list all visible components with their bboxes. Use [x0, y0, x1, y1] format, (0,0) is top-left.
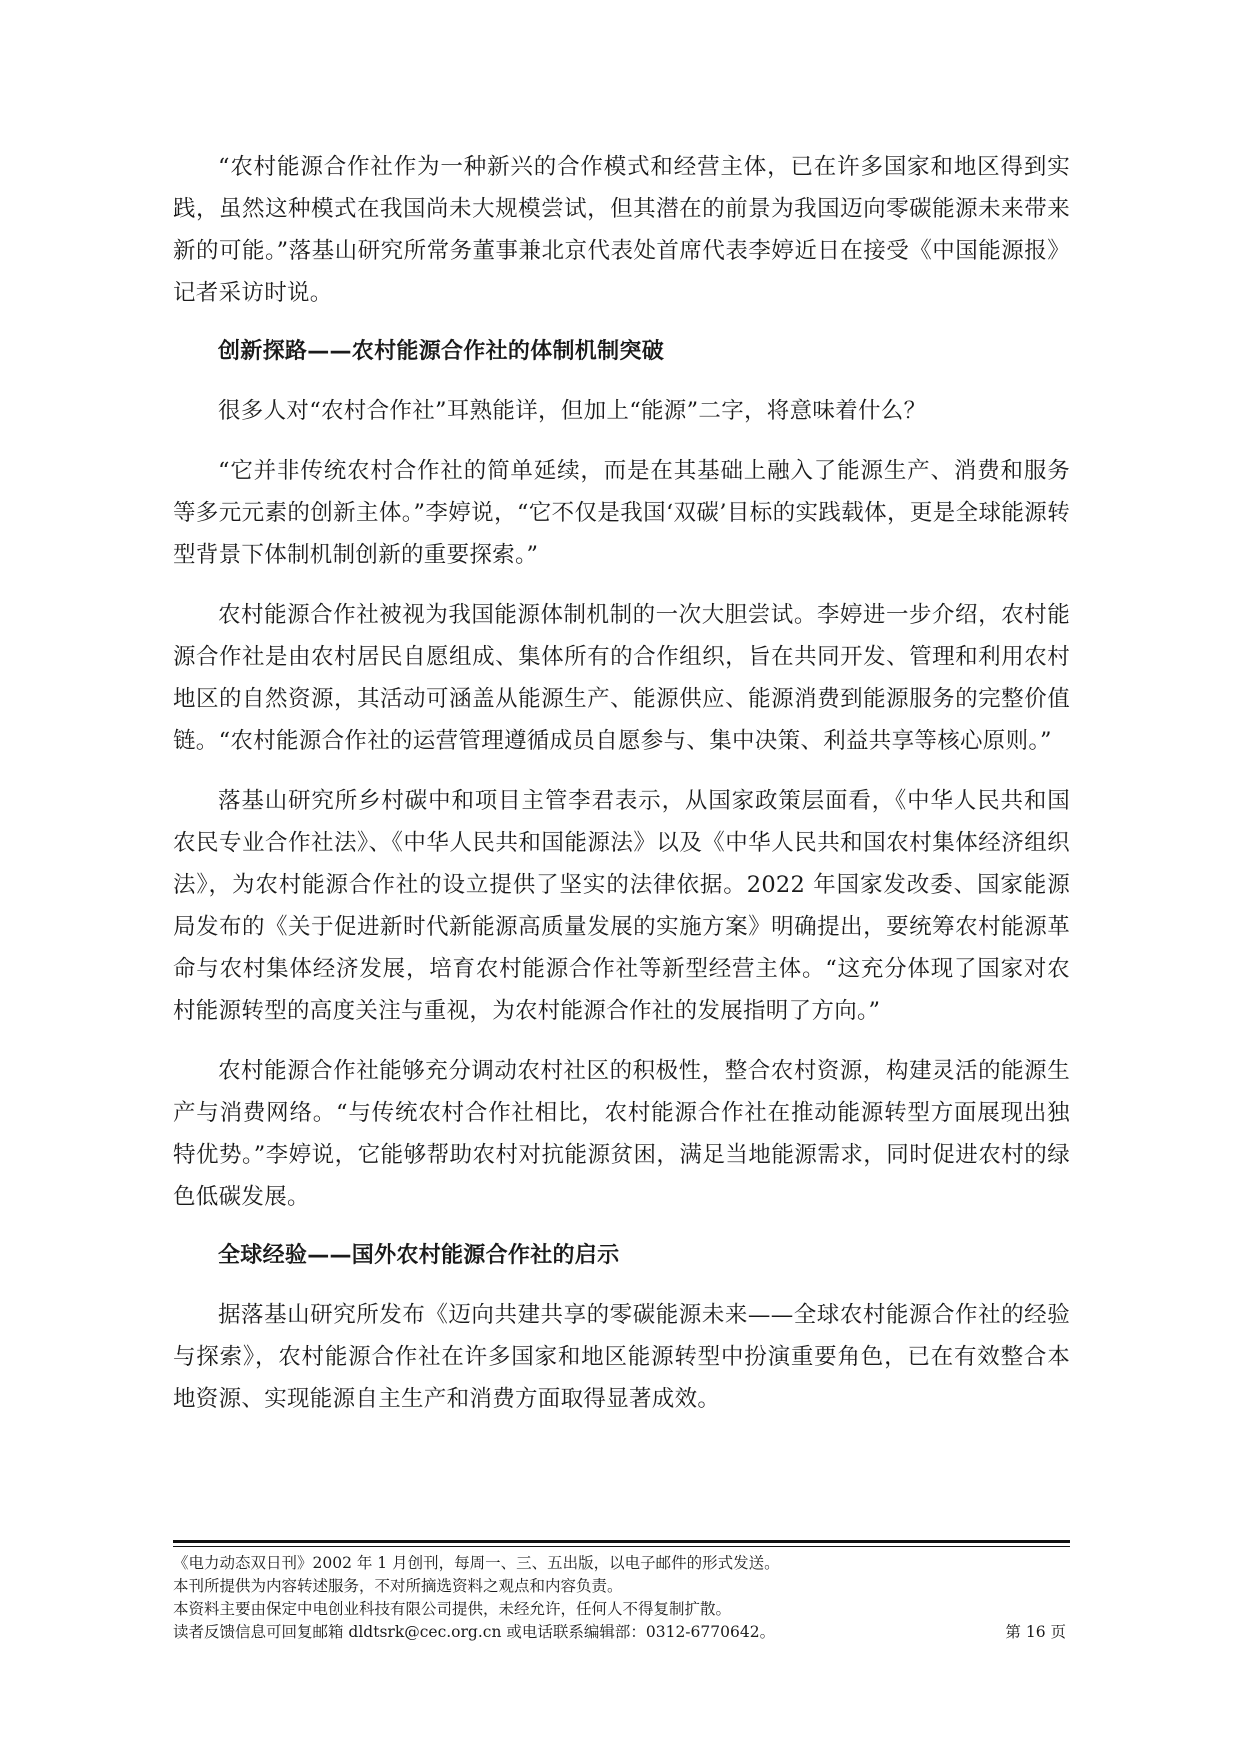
footer-divider-thin — [173, 1546, 1070, 1547]
paragraph-advantages: 农村能源合作社能够充分调动农村社区的积极性，整合农村资源，构建灵活的能源生产与消费网络。“与传统农村合作社相比，农村能源合作社在推动能源转型方面展现出独特优势。”李婷说，它能够帮助农村对抗能源贫困，满足当地能源需求，同时促进农村的绿色低碳发展。 — [173, 1058, 1070, 1210]
footer-divider-thick — [173, 1540, 1070, 1543]
paragraph-global-report: 据落基山研究所发布《迈向共建共享的零碳能源未来——全球农村能源合作社的经验与探索》，农村能源合作社在许多国家和地区能源转型中扮演重要角色，已在有效整合本地资源、实现能源自主生产和消费方面取得显著成效。 — [173, 1302, 1070, 1412]
footer-publication-info: 《电力动态双日刊》2002 年 1 月创刊，每周一、三、五出版，以电子邮件的形式发送。 — [173, 1554, 780, 1572]
page-number: 第 16 页 — [1005, 1623, 1066, 1641]
article-body — [173, 146, 1070, 1438]
section-heading-global-experience: 全球经验——国外农村能源合作社的启示 — [218, 1243, 620, 1268]
paragraph-policy-basis: 落基山研究所乡村碳中和项目主管李君表示，从国家政策层面看，《中华人民共和国农民专业合作社法》、《中华人民共和国能源法》以及《中华人民共和国农村集体经济组织法》，为农村能源合作社的设立提供了坚实的法律依据。2022 年国家发改委、国家能源局发布的《关于促进新时代新能源高质量发展的实施方案》明确提出，要统筹农村能源革命与农村集体经济发展，培育农村能源合作社等新型经营主体。“这充分体现了国家对农村能源转型的高度关注与重视，为农村能源合作社的发展指明了方向。” — [173, 788, 1070, 1024]
footer-contact-row — [173, 1621, 1070, 1644]
footer-copyright: 本资料主要由保定中电创业科技有限公司提供，未经允许，任何人不得复制扩散。 — [173, 1600, 732, 1618]
footer-disclaimer: 本刊所提供为内容转述服务，不对所摘选资料之观点和内容负责。 — [173, 1577, 623, 1595]
paragraph-cooperative-description: 农村能源合作社被视为我国能源体制机制的一次大胆尝试。李婷进一步介绍，农村能源合作社是由农村居民自愿组成、集体所有的合作组织，旨在共同开发、管理和利用农村地区的自然资源，其活动可涵盖从能源生产、能源供应、能源消费到能源服务的完整价值链。“农村能源合作社的运营管理遵循成员自愿参与、集中决策、利益共享等核心原则。” — [173, 602, 1070, 754]
paragraph-question: 很多人对“农村合作社”耳熟能详，但加上“能源”二字，将意味着什么？ — [218, 398, 927, 424]
page-footer — [173, 1552, 1070, 1644]
section-heading-innovation: 创新探路——农村能源合作社的体制机制突破 — [218, 339, 665, 364]
footer-contact-info: 读者反馈信息可回复邮箱 dldtsrk@cec.org.cn 或电话联系编辑部：0312-6770642。 — [173, 1623, 776, 1641]
paragraph-definition-quote: “它并非传统农村合作社的简单延续，而是在其基础上融入了能源生产、消费和服务等多元元素的创新主体。”李婷说，“它不仅是我国‘双碳’目标的实践载体，更是全球能源转型背景下体制机制创新的重要探索。” — [173, 458, 1070, 568]
paragraph-intro-quote: “农村能源合作社作为一种新兴的合作模式和经营主体，已在许多国家和地区得到实践，虽然这种模式在我国尚未大规模尝试，但其潜在的前景为我国迈向零碳能源未来带来新的可能。”落基山研究所常务董事兼北京代表处首席代表李婷近日在接受《中国能源报》记者采访时说。 — [173, 154, 1070, 306]
